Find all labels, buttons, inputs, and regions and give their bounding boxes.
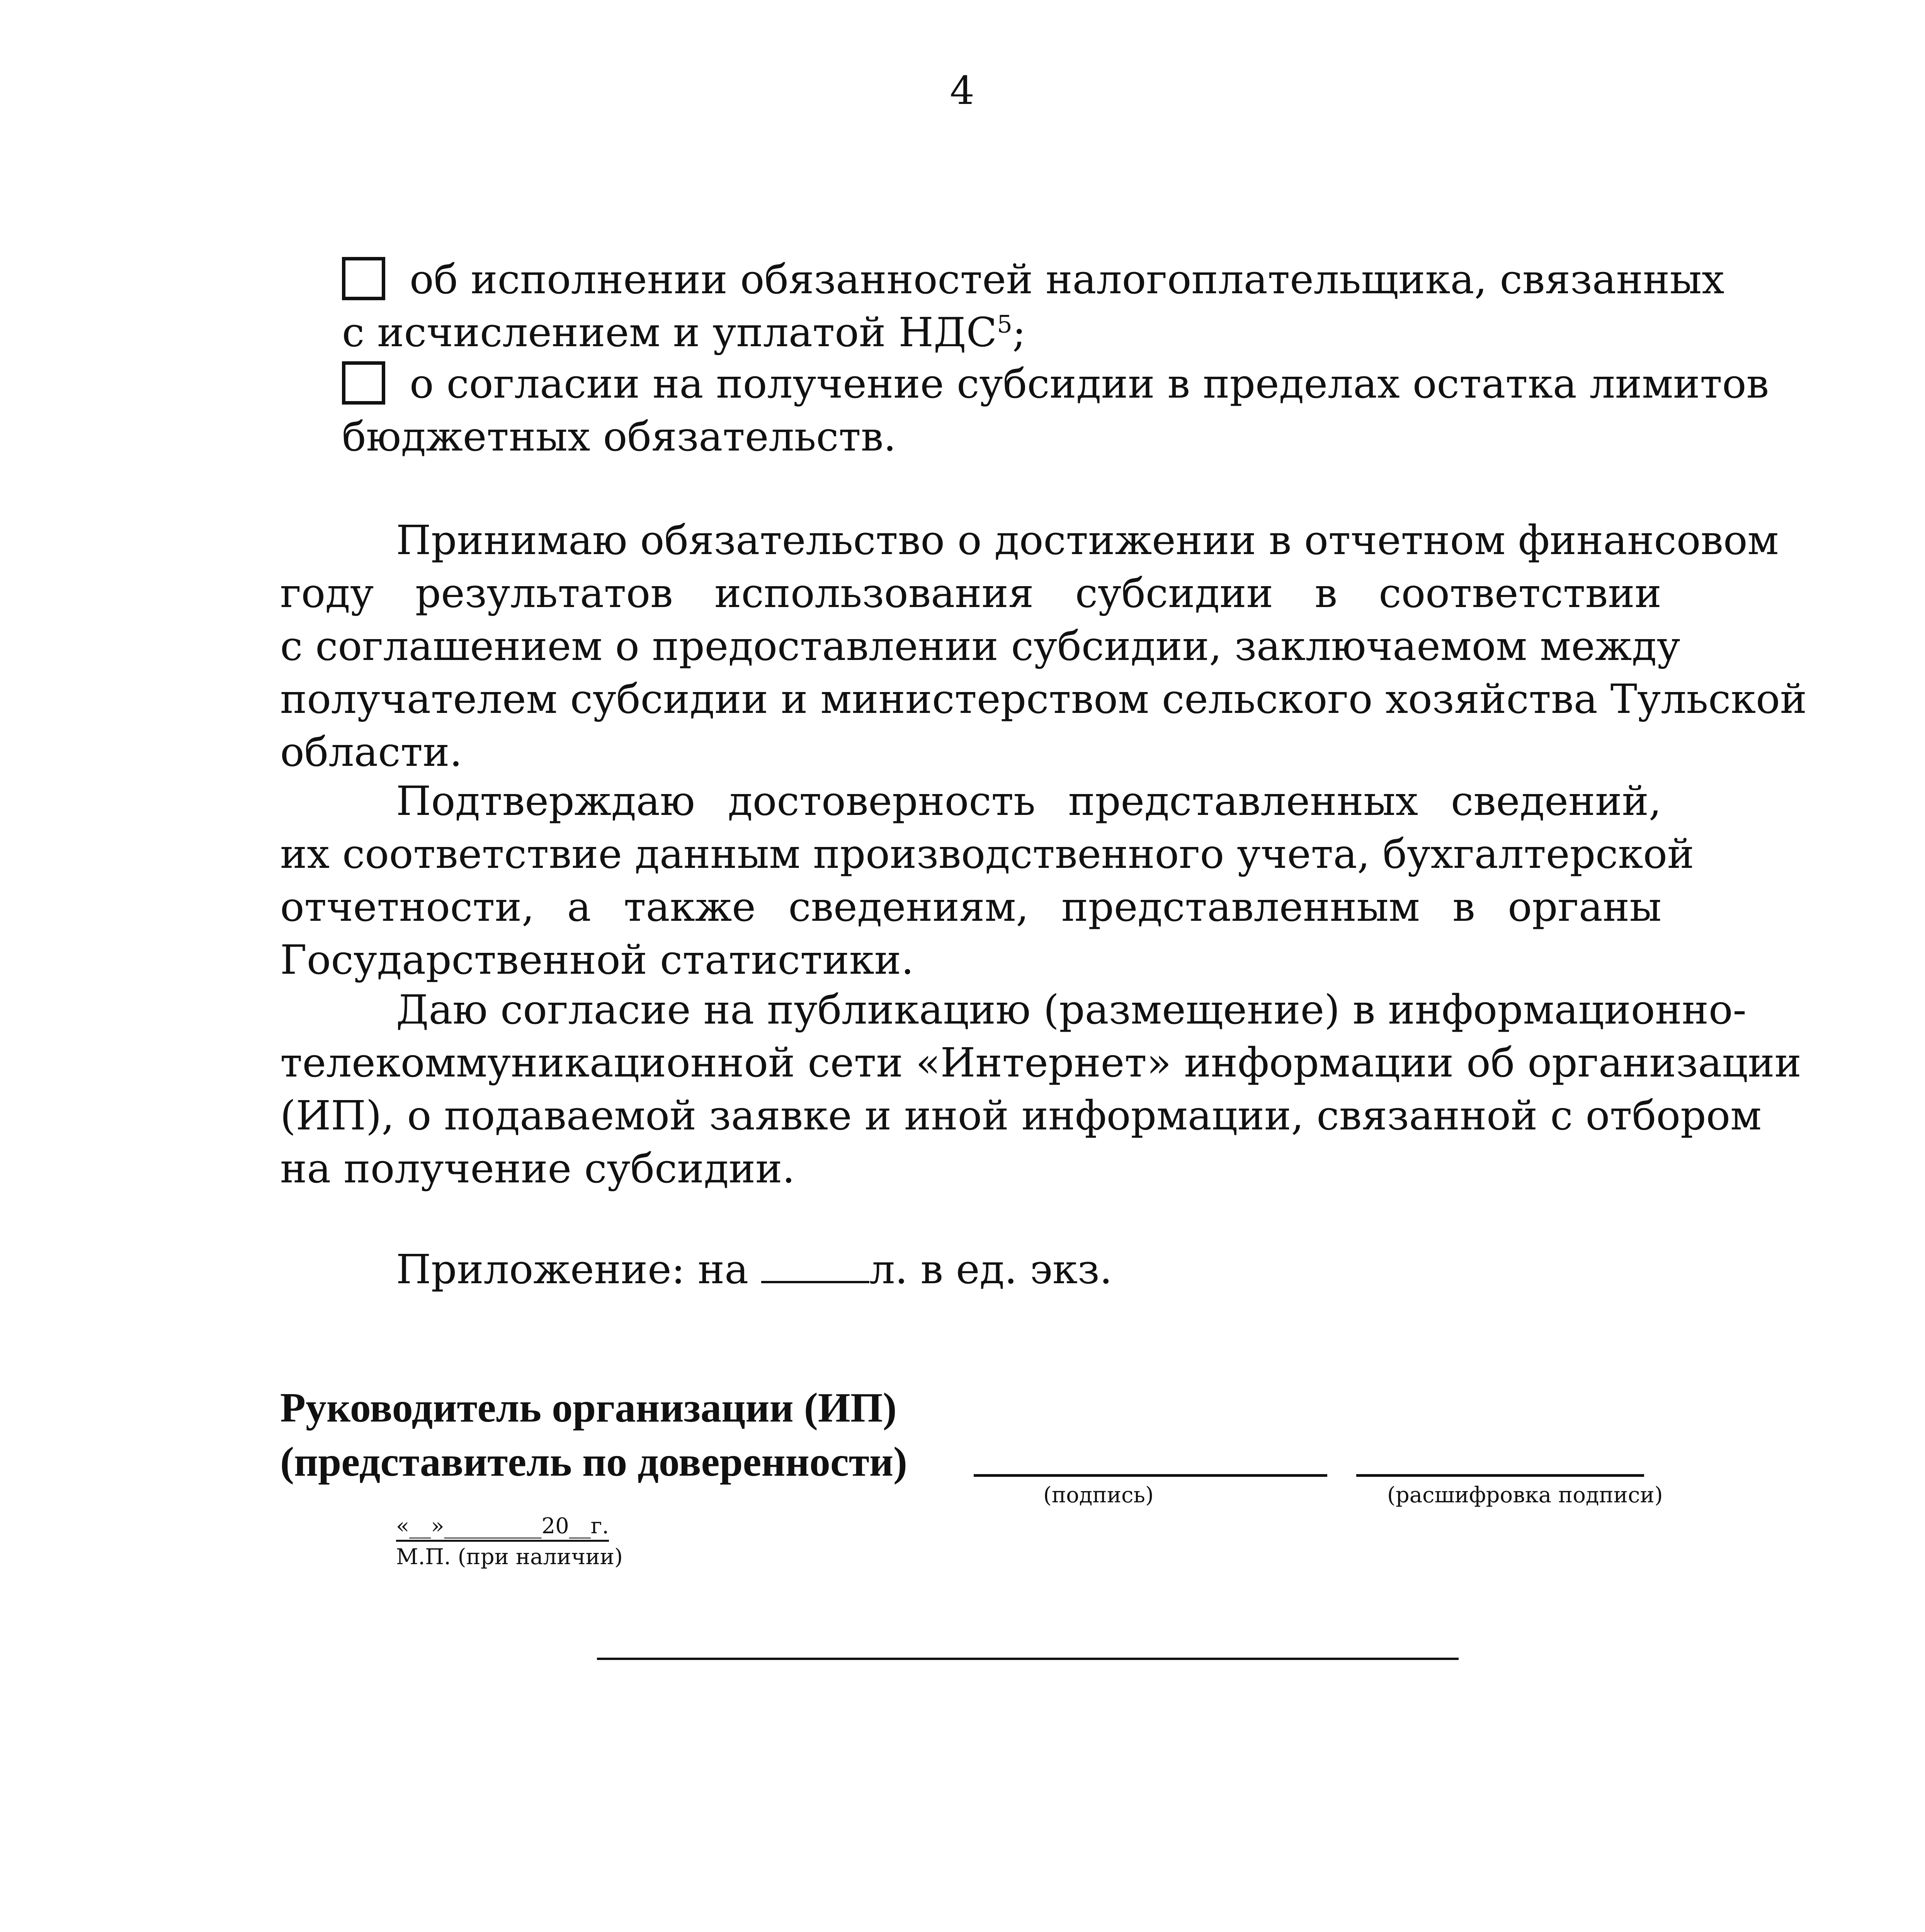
attachment-sheets-field[interactable] (761, 1242, 869, 1283)
checkbox-item-subsidy-consent (342, 357, 1769, 463)
page-number: 4 (950, 68, 974, 113)
document-end-divider (597, 1658, 1459, 1660)
signature-caption: (подпись) (1043, 1483, 1154, 1508)
footnote-ref-5: 5 (997, 310, 1012, 338)
checkbox-label-tail: ; (1012, 309, 1026, 356)
attachment-line (396, 1242, 1112, 1296)
checkbox-label-line2 (342, 306, 1648, 359)
signer-title-line2: (представитель по доверенности) (280, 1439, 908, 1485)
text-line: (ИП), о подаваемой заявке и иной информации, связанной с отбором (280, 1092, 1762, 1139)
text-line: на получение субсидии. (280, 1145, 795, 1192)
checkbox-label-line1: об исполнении обязанностей налогоплательщика, связанных (410, 256, 1724, 303)
decoding-caption: (расшифровка подписи) (1387, 1483, 1663, 1508)
checkbox-label-line2: бюджетных обязательств. (342, 413, 896, 460)
text-line: Государственной статистики. (280, 936, 914, 983)
paragraph-consent (280, 983, 1801, 1195)
text-line: их соответствие данным производственного учета, бухгалтерской (280, 830, 1694, 878)
signature-field[interactable] (974, 1474, 1327, 1477)
checkbox-label-text: с исчислением и уплатой НДС (342, 309, 997, 356)
text-line: Принимаю обязательство о достижении в отчетном финансовом (396, 517, 1779, 564)
signature-decoding-field[interactable] (1356, 1474, 1644, 1477)
checkbox-label-line1: о согласии на получение субсидии в пределах остатка лимитов (410, 360, 1769, 407)
date-field[interactable]: «__»_________20__г. (396, 1513, 609, 1542)
checkbox-item-vat-obligations (342, 253, 1724, 359)
signer-title-line1: Руководитель организации (ИП) (280, 1385, 897, 1431)
text-line: отчетности, а также сведениям, представленным в органы (280, 883, 1661, 930)
attachment-suffix: л. в ед. экз. (869, 1246, 1112, 1293)
paragraph-commitment (280, 514, 1807, 779)
attachment-prefix: Приложение: на (396, 1246, 749, 1293)
text-line: телекоммуникационной сети «Интернет» информации об организации (280, 1039, 1801, 1086)
text-line: Даю согласие на публикацию (размещение) в информационно- (396, 986, 1746, 1033)
checkbox-subsidy-consent[interactable] (342, 361, 385, 405)
text-line: году результатов использования субсидии в соответствии (280, 570, 1661, 617)
text-line: с соглашением о предоставлении субсидии, заключаемом между (280, 622, 1680, 670)
paragraph-confirmation (280, 775, 1694, 986)
stamp-label: М.П. (при наличии) (396, 1544, 623, 1570)
text-line: Подтверждаю достоверность представленных сведений, (396, 777, 1661, 825)
text-line: области. (280, 728, 463, 776)
text-line: получателем субсидии и министерством сельского хозяйства Тульской (280, 675, 1807, 723)
checkbox-vat-obligations[interactable] (342, 257, 385, 300)
